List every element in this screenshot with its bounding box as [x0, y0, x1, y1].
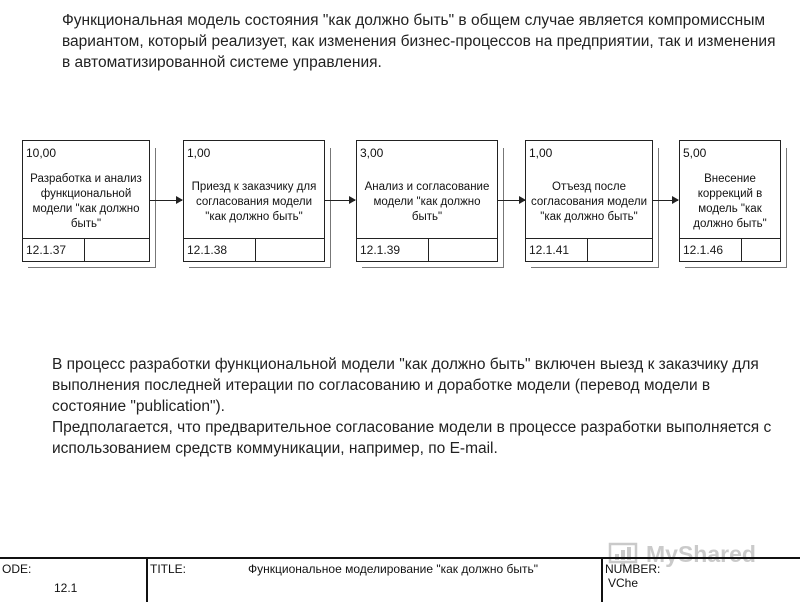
- footer-number-label: NUMBER:: [605, 562, 661, 576]
- activity-label: Отъезд после согласования модели "как должно быть": [530, 180, 648, 223]
- diagram-footer: [0, 557, 800, 602]
- flow-arrow: [325, 200, 355, 201]
- activity-footer-cell: [429, 239, 497, 261]
- activity-box-12-1-41[interactable]: [525, 140, 653, 262]
- intro-paragraph: Функциональная модель состояния "как должно быть" в общем случае является компромиссным вариантом, который реализует, как изменения бизнес-процессов на предприятии, так и изменения в автоматизированной системе управления.: [62, 12, 776, 71]
- activity-footer: [357, 238, 497, 261]
- activity-cost: 10,00: [26, 146, 57, 160]
- activity-number: 12.1.46: [680, 239, 742, 261]
- activity-cost: 3,00: [360, 146, 384, 160]
- activity-label: Разработка и анализ функциональной модели "как должно быть": [30, 173, 142, 230]
- watermark-text: MyShared: [646, 540, 756, 567]
- activity-number: 12.1.38: [184, 239, 256, 261]
- description-text: [52, 354, 787, 459]
- footer-number-cell: [603, 559, 800, 602]
- activity-footer: [23, 238, 149, 261]
- activity-label: Приезд к заказчику для согласования модели "как должно быть": [191, 180, 317, 223]
- activity-box-12-1-37[interactable]: [22, 140, 150, 262]
- footer-node-cell: [0, 559, 148, 602]
- description-paragraph: В процесс разработки функциональной модели "как должно быть" включен выезд к заказчику для выполнения последней итерации по согласованию и доработке модели (перевод модели в состояние "publication").: [52, 356, 759, 415]
- activity-footer-cell: [588, 239, 652, 261]
- footer-node-value: 12.1: [54, 581, 78, 595]
- footer-title-label: TITLE:: [150, 562, 187, 576]
- activity-box-12-1-38[interactable]: [183, 140, 325, 262]
- activity-number: 12.1.37: [23, 239, 85, 261]
- activity-cost: 1,00: [187, 146, 211, 160]
- activity-footer: [680, 238, 780, 261]
- activity-footer: [526, 238, 652, 261]
- activity-cost: 5,00: [683, 146, 707, 160]
- activity-label: Внесение коррекций в модель "как должно быть": [693, 173, 767, 230]
- activity-number: 12.1.41: [526, 239, 588, 261]
- activity-box-12-1-46[interactable]: [679, 140, 781, 262]
- activity-footer-cell: [256, 239, 324, 261]
- flow-arrow: [498, 200, 525, 201]
- flow-arrow: [653, 200, 678, 201]
- footer-node-label: ODE:: [2, 562, 32, 576]
- flow-arrow: [150, 200, 182, 201]
- activity-footer-cell: [85, 239, 149, 261]
- activity-box-12-1-39[interactable]: [356, 140, 498, 262]
- description-paragraph: Предполагается, что предварительное согласование модели в процессе разработки выполняется с использованием средств коммуникации, например, по E-mail.: [52, 419, 772, 457]
- footer-title-value: Функциональное моделирование "как должно быть": [248, 562, 538, 576]
- activity-footer: [184, 238, 324, 261]
- activity-number: 12.1.39: [357, 239, 429, 261]
- activity-cost: 1,00: [529, 146, 553, 160]
- activity-footer-cell: [742, 239, 780, 261]
- footer-number-value: VChe: [608, 576, 639, 590]
- footer-title-cell: [148, 559, 603, 602]
- activity-label: Анализ и согласование модели "как должно быть": [364, 180, 490, 223]
